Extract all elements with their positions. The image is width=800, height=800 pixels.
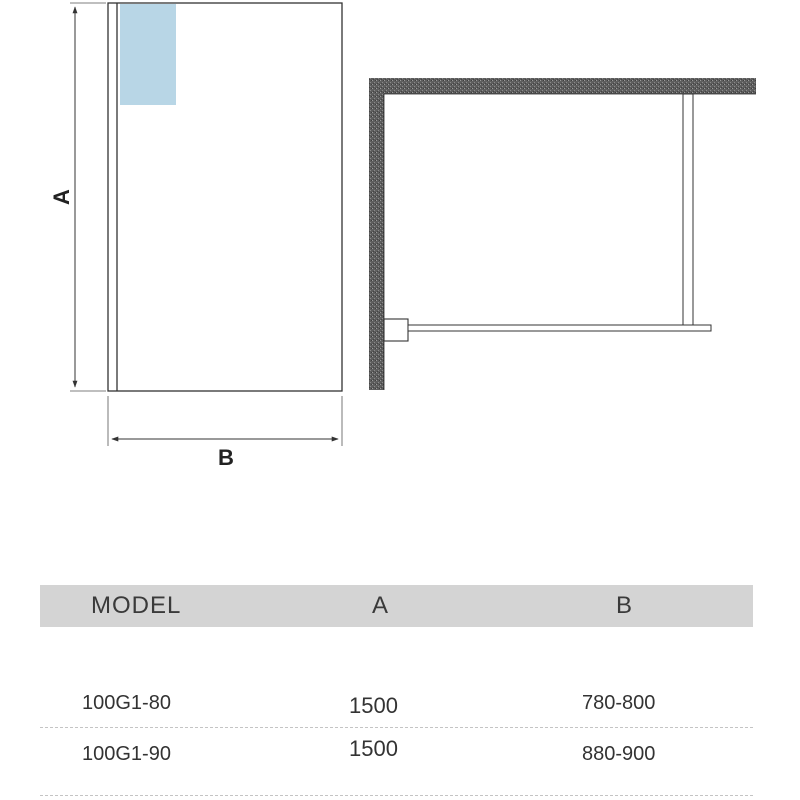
table-row (40, 683, 753, 723)
row-divider (40, 795, 753, 796)
wall-channel-profile (384, 319, 408, 341)
row-divider (40, 727, 753, 728)
table-row (40, 734, 753, 774)
wall-section (369, 78, 756, 390)
cell-a: 1500 (349, 693, 398, 718)
cell-a: 1500 (349, 736, 398, 761)
cell-model: 100G1-90 (82, 743, 171, 765)
glass-highlight-swatch (120, 4, 176, 105)
specification-table (40, 585, 753, 765)
cell-model: 100G1-80 (82, 692, 171, 714)
glass-panel-plan (408, 325, 711, 331)
dimension-a-label: A (49, 189, 74, 205)
dimension-b-label: B (218, 445, 234, 470)
header-model: MODEL (91, 592, 182, 619)
header-a: A (372, 592, 390, 619)
cell-b: 880-900 (582, 743, 656, 765)
plan-view (369, 78, 756, 390)
support-bar (683, 94, 693, 330)
front-elevation (49, 3, 342, 470)
table-header-row (40, 585, 753, 627)
cell-b: 780-800 (582, 692, 656, 714)
header-b: B (616, 592, 634, 619)
